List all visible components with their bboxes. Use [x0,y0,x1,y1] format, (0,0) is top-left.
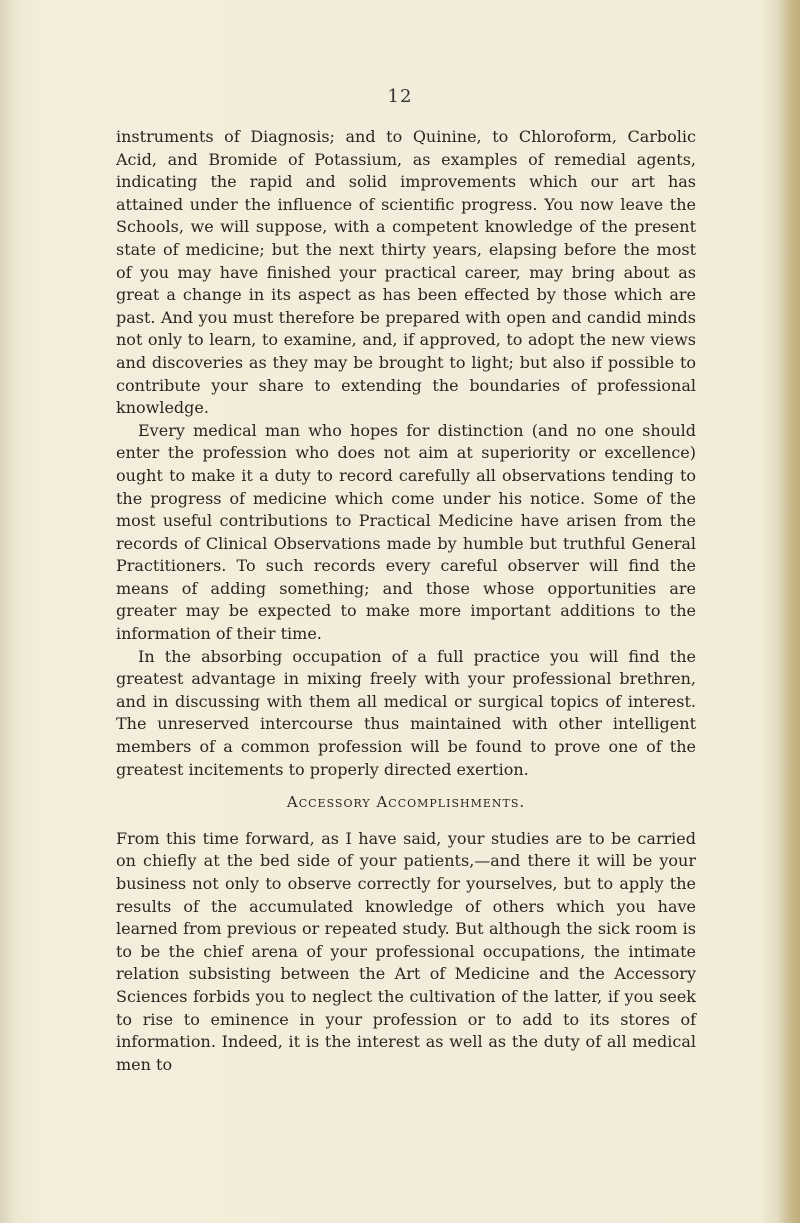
body-text [116,126,696,1076]
section-heading: Accessory Accomplishments. [286,793,526,812]
paragraph: instruments of Diagnosis; and to Quinine, to Chloroform, Carbolic Acid, and Bromide of Potassium, as examples of remedial agents, indicating the rapid and solid improvements which our art has attained under the influence of scientific progress. You now leave the Schools, we will suppose, with a competent knowledge of the present state of medicine; but the next thirty years, elapsing before the most of you may have finished your practical career, may bring about as great a change in its aspect as has been effected by those which are past. And you must therefore be prepared with open and candid minds not only to learn, to examine, and, if approved, to adopt the new views and discoveries as they may be brought to light; but also if possible to contribute your share to extending the boundaries of professional knowledge. [116,127,696,418]
paragraph: Every medical man who hopes for distinction (and no one should enter the profession who does not aim at superiority or excellence) ought to make it a duty to record carefully all observations tending to the progress of medicine which come under his notice. Some of the most useful contributions to Practical Medicine have arisen from the records of Clinical Observations made by humble but truthful General Practitioners. To such records every careful observer will find the means of adding something; and those whose opportunities are greater may be expected to make more important additions to the information of their time. [116,420,696,644]
paragraph: In the absorbing occupation of a full practice you will find the greatest advantage in mixing freely with your professional brethren, and in discussing with them all medical or surgical topics of interest. The unreserved intercourse thus maintained with other intelligent members of a common profession will be found to prove one of the greatest incitements to properly directed exertion. [116,646,696,779]
page-number: 12 [387,86,413,107]
page-right-edge [778,0,800,1223]
paragraph: From this time forward, as I have said, your studies are to be carried on chiefly at the bed side of your patients,—and there it will be your business not only to observe correctly for yourselves, but to apply the results of the accumulated knowledge of others which you have learned from previous or repeated study. But although the sick room is to be the chief arena of your professional occupations, the intimate relation subsisting between the Art of Medicine and the Accessory Sciences forbids you to neglect the cultivation of the latter, if you seek to rise to eminence in your profession or to add to its stores of information. Indeed, it is the interest as well as the duty of all medical men to [116,828,696,1074]
page-left-edge [0,0,14,1223]
